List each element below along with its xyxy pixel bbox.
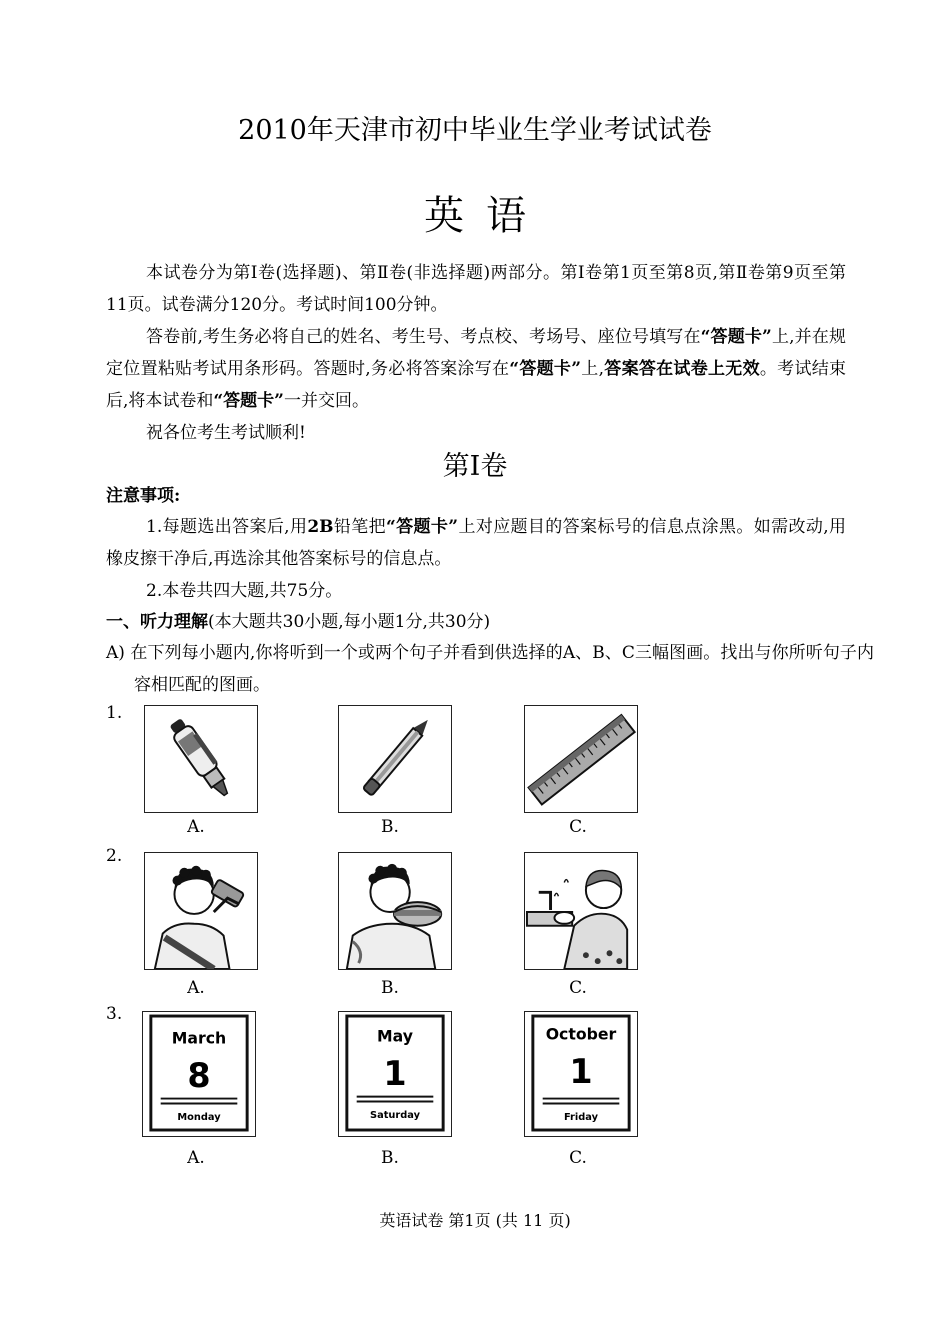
calendar-day: 1 (569, 1051, 593, 1091)
calendar-icon (525, 1012, 637, 1136)
subject-title: 英语 (424, 193, 548, 239)
boy-washing-hands-icon (525, 853, 637, 969)
option-label-a: A. (187, 978, 205, 998)
calendar-month: October (545, 1024, 617, 1044)
notice-item-1: 1.每题选出答案后,用2B铅笔把“答题卡”上对应题目的答案标号的信息点涂黑。如需改动,用橡皮擦干净后,再选涂其他答案标号的信息点。 (106, 517, 847, 569)
option-image-pencil[interactable] (338, 705, 452, 813)
calendar-icon (339, 1012, 451, 1136)
calendar-weekday: Friday (563, 1112, 599, 1124)
option-label-c: C. (569, 978, 587, 998)
option-label-a: A. (187, 817, 205, 837)
question-number: 1. (106, 703, 123, 723)
ruler-icon (525, 706, 637, 812)
option-image-ruler[interactable] (524, 705, 638, 813)
option-calendar-c[interactable] (524, 1011, 638, 1137)
calendar-weekday: Saturday (370, 1110, 420, 1122)
intro-paragraph-3: 祝各位考生考试顺利! (146, 423, 306, 443)
pencil-icon (339, 706, 451, 812)
marker-pen-icon (145, 706, 257, 812)
notice-item-2: 2.本卷共四大题,共75分。 (146, 581, 343, 601)
option-label-b: B. (381, 817, 399, 837)
calendar-day: 1 (383, 1053, 407, 1093)
calendar-day: 8 (187, 1055, 211, 1095)
notice-label: 注意事项: (106, 486, 181, 506)
intro-paragraph-1: 本试卷分为第Ⅰ卷(选择题)、第Ⅱ卷(非选择题)两部分。第Ⅰ卷第1页至第8页,第Ⅱ卷第9页至第11页。试卷满分120分。考试时间100分钟。 (106, 263, 846, 315)
boy-drinking-icon (145, 853, 257, 969)
option-calendar-b[interactable] (338, 1011, 452, 1137)
page-title: 2010年天津市初中毕业生学业考试试卷 (238, 115, 712, 146)
option-image-eating[interactable] (338, 852, 452, 970)
calendar-month: May (377, 1026, 413, 1046)
calendar-weekday: Monday (177, 1112, 221, 1124)
calendar-icon (143, 1012, 255, 1136)
option-label-a: A. (187, 1148, 205, 1168)
boy-eating-icon (339, 853, 451, 969)
option-label-c: C. (569, 1148, 587, 1168)
intro-paragraph-2: 答卷前,考生务必将自己的姓名、考生号、考点校、考场号、座位号填写在“答题卡”上,并在规定位置粘贴考试用条形码。答题时,务必将答案涂写在“答题卡”上,答案答在试卷上无效。考试结束后,将本试卷和“答题卡”一并交回。 (106, 327, 847, 411)
question-number: 2. (106, 846, 123, 866)
question-number: 3. (106, 1004, 123, 1024)
option-image-drinking[interactable] (144, 852, 258, 970)
option-label-c: C. (569, 817, 587, 837)
page-footer: 英语试卷 第1页 (共 11 页) (379, 1211, 571, 1230)
option-label-b: B. (381, 978, 399, 998)
section-title: 第Ⅰ卷 (442, 451, 508, 482)
part1-instruction: A) 在下列每小题内,你将听到一个或两个句子并看到供选择的A、B、C三幅图画。找出与你所听句子内容相匹配的图画。 (106, 643, 874, 695)
option-image-marker[interactable] (144, 705, 258, 813)
option-calendar-a[interactable] (142, 1011, 256, 1137)
calendar-month: March (171, 1028, 227, 1048)
option-label-b: B. (381, 1148, 399, 1168)
part1-heading: 一、听力理解(本大题共30小题,每小题1分,共30分) (106, 612, 491, 632)
option-image-washing[interactable] (524, 852, 638, 970)
